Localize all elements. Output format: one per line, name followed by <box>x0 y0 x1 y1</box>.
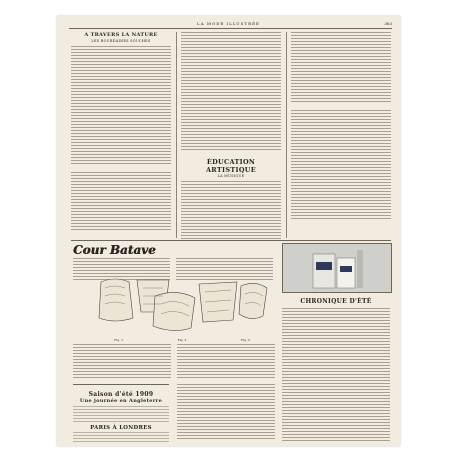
middle-text <box>181 32 281 150</box>
education-text <box>181 181 281 239</box>
cour-text-bottom-left <box>73 344 171 380</box>
page-header <box>57 20 400 27</box>
saison-section <box>73 386 169 442</box>
education-title: ÉDUCATION ARTISTIQUE <box>205 158 257 174</box>
chronique-text <box>282 308 390 442</box>
chronique-section <box>282 298 390 442</box>
embroidered-cuff-figure <box>199 282 237 322</box>
chronique-title: CHRONIQUE D'ÉTÉ <box>300 298 372 305</box>
saison-subtitle: Une journée en Angleterre <box>79 398 163 404</box>
right-signature <box>291 220 391 225</box>
section-rule <box>71 240 391 241</box>
column-divider <box>286 32 287 238</box>
embroidered-border-figure <box>239 283 267 318</box>
illustration-captions <box>87 338 277 342</box>
figure-caption-1: Fig. 1 <box>114 338 124 342</box>
cour-text-bottom-right <box>177 344 275 380</box>
education-subtitle: LA MUSIQUE <box>217 174 245 178</box>
saison-title: Saison d'été 1909 <box>88 391 154 398</box>
saison-footer-text <box>73 432 169 442</box>
saison-text <box>73 406 169 424</box>
nature-text <box>71 46 171 166</box>
embroidery-illustration <box>95 274 273 336</box>
column-middle <box>181 32 281 239</box>
bottle-box-icon <box>283 244 391 292</box>
bottom-middle-text <box>177 384 275 440</box>
figure-caption-3: Fig. 3 <box>240 338 250 342</box>
newspaper-page <box>57 16 400 446</box>
column-nature <box>71 32 171 232</box>
saison-footer: PARIS À LONDRES <box>90 425 152 431</box>
nature-subtitle: LES BOURDAINES SOUCHES <box>91 39 151 43</box>
figure-caption-2: Fig. 2 <box>177 338 187 342</box>
journal-title: LA MODE ILLUSTRÉE <box>197 21 260 26</box>
column-divider <box>176 32 177 238</box>
column-right <box>291 32 391 225</box>
page-number: 363 <box>384 21 392 26</box>
right-text <box>291 32 391 102</box>
advertisement-photo <box>282 243 392 293</box>
section-rule <box>73 384 169 385</box>
right-text-continued <box>291 110 391 220</box>
header-rule <box>69 28 392 29</box>
embroidered-collar-figure <box>99 279 133 321</box>
cour-batave-title: Cour Batave <box>73 243 156 257</box>
nature-title: A TRAVERS LA NATURE <box>84 32 158 38</box>
nature-text-continued <box>71 172 171 232</box>
